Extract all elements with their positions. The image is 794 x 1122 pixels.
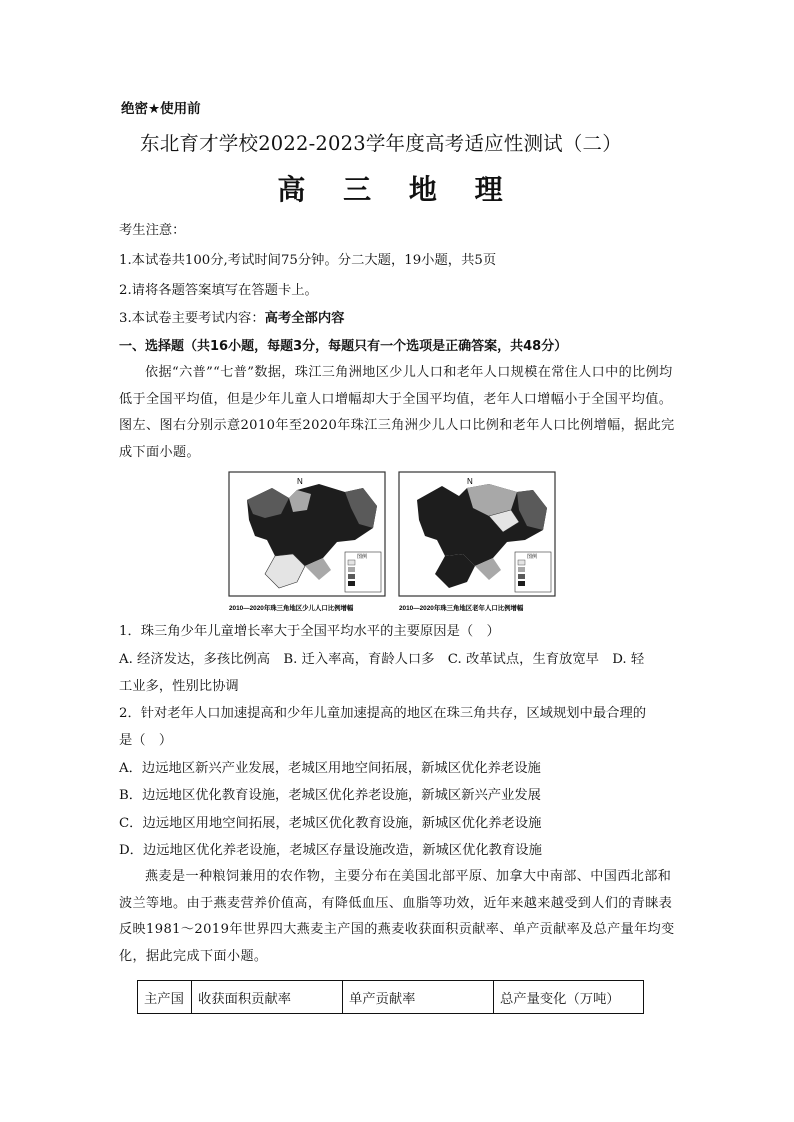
question-2-option-d: D．边远地区优化养老设施，老城区存量设施改造，新城区优化教育设施	[119, 843, 542, 858]
table-header-row	[138, 981, 644, 1014]
left-map-caption: 2010—2020年珠三角地区少儿人口比例增幅	[229, 605, 354, 612]
legend-title-right: 图例	[527, 554, 538, 560]
notice-title: 考生注意：	[119, 223, 186, 238]
north-arrow-right: N	[467, 477, 473, 486]
table-header-cell: 收获面积贡献率	[192, 981, 343, 1014]
section-heading: 一、选择题（共16小题，每题3分，每题只有一个选项是正确答案，共48分）	[119, 339, 568, 354]
right-map	[399, 472, 555, 612]
left-map	[229, 472, 385, 612]
table-header-cell: 单产贡献率	[343, 981, 494, 1014]
notice-item-1: 1.本试卷共100分,考试时间75分钟。分二大题，19小题，共5页	[119, 253, 497, 268]
secret-mark: 绝密★使用前	[121, 101, 201, 117]
table-header-cell: 主产国	[138, 981, 192, 1014]
subject-title: 高 三 地 理	[277, 173, 517, 206]
question-1-options: A. 经济发达，多孩比例高 B. 迁入率高，育龄人口多 C. 改革试点，生育放宽早 D. 轻	[119, 652, 645, 667]
notice-item-2: 2.请将各题答案填写在答题卡上。	[119, 283, 318, 298]
passage-1: 依据“六普”“七普”数据，珠江三角洲地区少儿人口和老年人口规模在常住人口中的比例均低于全国平均值，但是少年儿童人口增幅却大于全国平均值，老年人口增幅小于全国平均值。图左、图右分别示意2010年至2020年珠江三角洲少儿人口比例和老年人口比例增幅，据此完成下面小题。	[119, 365, 675, 460]
question-2-stem-cont: 是（ ）	[119, 733, 173, 748]
exam-title: 东北育才学校2022-2023学年度高考适应性测试（二）	[140, 132, 622, 155]
passage-2: 燕麦是一种粮饲兼用的农作物，主要分布在美国北部平原、加拿大中南部、中国西北部和波兰等地。由于燕麦营养价值高，有降低血压、血脂等功效，近年来越来越受到人们的青睐表反映1981～2019年世界四大燕麦主产国的燕麦收获面积贡献率、单产贡献率及总产量年均变化，据此完成下面小题。	[119, 869, 675, 964]
population-maps-figure	[227, 470, 557, 618]
question-2-option-c: C．边远地区用地空间拓展，老城区优化教育设施，新城区优化养老设施	[119, 816, 542, 831]
question-2-stem: 2．针对老年人口加速提高和少年儿童加速提高的地区在珠三角共存，区域规划中最合理的	[119, 706, 647, 721]
question-2-option-a: A．边远地区新兴产业发展，老城区用地空间拓展，新城区优化养老设施	[119, 761, 541, 776]
legend-title-left: 图例	[357, 554, 368, 560]
table-header-cell: 总产量变化（万吨）	[494, 981, 644, 1014]
oat-production-table	[137, 980, 644, 1014]
north-arrow-left: N	[297, 477, 303, 486]
question-2-option-b: B．边远地区优化教育设施，老城区优化养老设施，新城区新兴产业发展	[119, 788, 541, 803]
notice-item-3-bold: 高考全部内容	[264, 311, 345, 326]
notice-item-3-prefix: 3.本试卷主要考试内容：	[119, 311, 265, 326]
right-map-caption: 2010—2020年珠三角地区老年人口比例增幅	[399, 605, 524, 612]
notice-item-3	[119, 310, 344, 328]
question-1-stem: 1．珠三角少年儿童增长率大于全国平均水平的主要原因是（ ）	[119, 624, 500, 639]
question-1-options-cont: 工业多，性别比协调	[119, 679, 239, 694]
